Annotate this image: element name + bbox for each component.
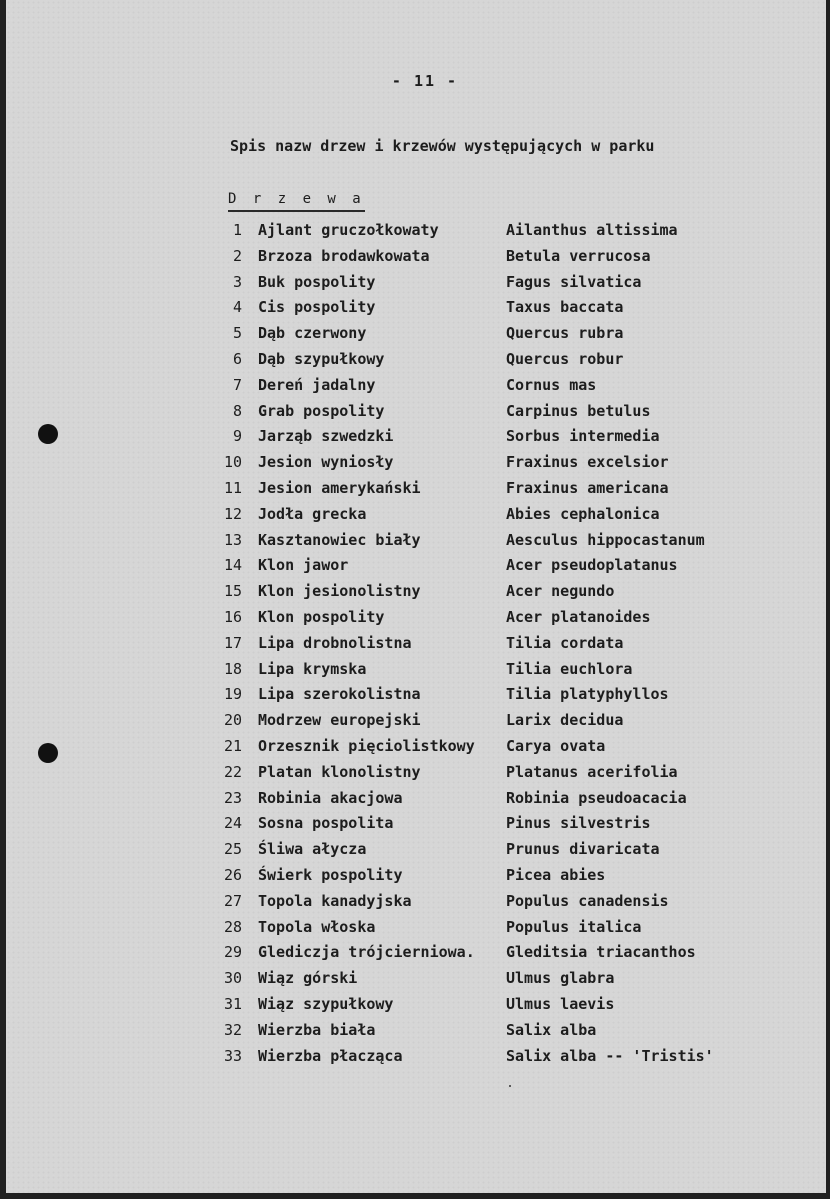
tree-latin-name: Acer platanoides xyxy=(506,607,651,626)
list-item xyxy=(6,863,826,889)
tree-polish-name: Jesion amerykański xyxy=(258,478,421,497)
tree-latin-name: Acer pseudoplatanus xyxy=(506,556,678,575)
tree-polish-name: Lipa krymska xyxy=(258,659,367,678)
list-item xyxy=(6,811,826,837)
list-item xyxy=(6,502,826,528)
tree-latin-name: Fraxinus americana xyxy=(506,478,669,497)
tree-latin-name: Gleditsia triacanthos xyxy=(506,943,696,962)
tree-latin-name: Quercus rubra xyxy=(506,324,624,343)
tree-latin-name: Cornus mas xyxy=(506,375,597,394)
tree-latin-name: Larix decidua xyxy=(506,711,624,730)
tree-polish-name: Brzoza brodawkowata xyxy=(258,246,430,265)
tree-latin-name: Tilia euchlora xyxy=(506,659,633,678)
tree-latin-name: Abies cephalonica xyxy=(506,504,660,523)
tree-latin-name: Ulmus glabra xyxy=(506,969,615,988)
tree-number: 2 xyxy=(232,246,242,265)
list-item xyxy=(6,940,826,966)
section-heading: D r z e w a xyxy=(228,191,365,212)
tree-number: 12 xyxy=(223,504,242,523)
list-item xyxy=(6,631,826,657)
tree-polish-name: Świerk pospolity xyxy=(258,865,403,884)
tree-polish-name: Topola kanadyjska xyxy=(258,891,412,910)
list-item xyxy=(6,657,826,683)
tree-number: 13 xyxy=(223,530,242,549)
tree-latin-name: Tilia cordata xyxy=(506,633,624,652)
tree-latin-name: Betula verrucosa xyxy=(506,246,651,265)
list-item xyxy=(6,837,826,863)
tree-number: 8 xyxy=(232,401,242,420)
list-item xyxy=(6,270,826,296)
list-item xyxy=(6,424,826,450)
list-item xyxy=(6,347,826,373)
list-item xyxy=(6,605,826,631)
tree-number: 15 xyxy=(223,582,242,601)
tree-number: 22 xyxy=(223,762,242,781)
list-item xyxy=(6,915,826,941)
tree-polish-name: Wiąz szypułkowy xyxy=(258,994,394,1013)
tree-latin-name: Tilia platyphyllos xyxy=(506,685,669,704)
tree-latin-name: Quercus robur xyxy=(506,349,624,368)
tree-number: 18 xyxy=(223,659,242,678)
tree-latin-name: Fagus silvatica xyxy=(506,272,642,291)
list-item xyxy=(6,1044,826,1070)
tree-polish-name: Jarząb szwedzki xyxy=(258,427,394,446)
tree-latin-name: Prunus divaricata xyxy=(506,840,660,859)
tree-latin-name: Pinus silvestris xyxy=(506,814,651,833)
list-item xyxy=(6,682,826,708)
tree-number: 11 xyxy=(223,478,242,497)
tree-number: 3 xyxy=(232,272,242,291)
tree-latin-name: Platanus acerifolia xyxy=(506,762,678,781)
tree-number: 29 xyxy=(223,943,242,962)
tree-polish-name: Buk pospolity xyxy=(258,272,376,291)
tree-polish-name: Grab pospolity xyxy=(258,401,385,420)
tree-polish-name: Dąb czerwony xyxy=(258,324,367,343)
tree-number: 4 xyxy=(232,298,242,317)
tree-polish-name: Klon pospolity xyxy=(258,607,385,626)
tree-latin-name: Taxus baccata xyxy=(506,298,624,317)
list-item xyxy=(6,450,826,476)
list-item xyxy=(6,734,826,760)
tree-number: 7 xyxy=(232,375,242,394)
tree-number: 23 xyxy=(223,788,242,807)
tree-number: 24 xyxy=(223,814,242,833)
tree-number: 21 xyxy=(223,736,242,755)
tree-polish-name: Jodła grecka xyxy=(258,504,367,523)
list-item xyxy=(6,218,826,244)
tree-polish-name: Wiąz górski xyxy=(258,969,358,988)
tree-latin-name: Aesculus hippocastanum xyxy=(506,530,705,549)
page-title: Spis nazw drzew i krzewów występujących w parku xyxy=(230,137,655,155)
page-number: - 11 - xyxy=(391,72,459,90)
list-item xyxy=(6,321,826,347)
tree-number: 20 xyxy=(223,711,242,730)
list-item xyxy=(6,708,826,734)
tree-number: 26 xyxy=(223,865,242,884)
tree-polish-name: Dąb szypułkowy xyxy=(258,349,385,368)
tree-number: 25 xyxy=(223,840,242,859)
list-item xyxy=(6,553,826,579)
tree-latin-name: Picea abies xyxy=(506,865,606,884)
tree-polish-name: Lipa szerokolistna xyxy=(258,685,421,704)
tree-latin-name: Carya ovata xyxy=(506,736,606,755)
list-item xyxy=(6,786,826,812)
tree-number: 32 xyxy=(223,1020,242,1039)
tree-polish-name: Wierzba biała xyxy=(258,1020,376,1039)
tree-polish-name: Ajlant gruczołkowaty xyxy=(258,221,439,239)
tree-number: 33 xyxy=(223,1046,242,1065)
tree-polish-name: Klon jesionolistny xyxy=(258,582,421,601)
tree-latin-name: Robinia pseudoacacia xyxy=(506,788,687,807)
tree-number: 9 xyxy=(232,427,242,446)
tree-latin-name: Ailanthus altissima xyxy=(506,221,678,239)
tree-latin-name: Fraxinus excelsior xyxy=(506,453,669,472)
tree-number: 28 xyxy=(223,917,242,936)
tree-polish-name: Wierzba płacząca xyxy=(258,1046,403,1065)
paper-speck xyxy=(509,1085,511,1087)
tree-polish-name: Cis pospolity xyxy=(258,298,376,317)
tree-list xyxy=(6,218,826,1069)
document-page xyxy=(6,0,826,1193)
list-item xyxy=(6,295,826,321)
list-item xyxy=(6,889,826,915)
tree-polish-name: Kasztanowiec biały xyxy=(258,530,421,549)
tree-polish-name: Śliwa ałycza xyxy=(258,840,367,859)
tree-latin-name: Populus canadensis xyxy=(506,891,669,910)
tree-latin-name: Salix alba -- 'Tristis' xyxy=(506,1046,714,1065)
tree-latin-name: Sorbus intermedia xyxy=(506,427,660,446)
tree-polish-name: Robinia akacjowa xyxy=(258,788,403,807)
tree-number: 5 xyxy=(232,324,242,343)
list-item xyxy=(6,1018,826,1044)
list-item xyxy=(6,992,826,1018)
tree-polish-name: Modrzew europejski xyxy=(258,711,421,730)
tree-number: 30 xyxy=(223,969,242,988)
list-item xyxy=(6,760,826,786)
tree-number: 31 xyxy=(223,994,242,1013)
tree-latin-name: Salix alba xyxy=(506,1020,597,1039)
tree-number: 1 xyxy=(232,221,242,239)
tree-polish-name: Topola włoska xyxy=(258,917,376,936)
tree-number: 10 xyxy=(223,453,242,472)
tree-number: 16 xyxy=(223,607,242,626)
tree-polish-name: Platan klonolistny xyxy=(258,762,421,781)
tree-number: 14 xyxy=(223,556,242,575)
tree-number: 19 xyxy=(223,685,242,704)
tree-number: 6 xyxy=(232,349,242,368)
list-item xyxy=(6,966,826,992)
tree-polish-name: Lipa drobnolistna xyxy=(258,633,412,652)
list-item xyxy=(6,399,826,425)
tree-polish-name: Sosna pospolita xyxy=(258,814,394,833)
tree-polish-name: Klon jawor xyxy=(258,556,349,575)
tree-latin-name: Ulmus laevis xyxy=(506,994,615,1013)
tree-latin-name: Carpinus betulus xyxy=(506,401,651,420)
tree-polish-name: Orzesznik pięciolistkowy xyxy=(258,736,475,755)
tree-polish-name: Jesion wyniosły xyxy=(258,453,394,472)
list-item xyxy=(6,244,826,270)
list-item xyxy=(6,373,826,399)
tree-number: 27 xyxy=(223,891,242,910)
tree-latin-name: Acer negundo xyxy=(506,582,615,601)
tree-polish-name: Glediczja trójcierniowa. xyxy=(258,943,475,962)
tree-latin-name: Populus italica xyxy=(506,917,642,936)
tree-polish-name: Dereń jadalny xyxy=(258,375,376,394)
list-item xyxy=(6,579,826,605)
list-item xyxy=(6,528,826,554)
tree-number: 17 xyxy=(223,633,242,652)
list-item xyxy=(6,476,826,502)
